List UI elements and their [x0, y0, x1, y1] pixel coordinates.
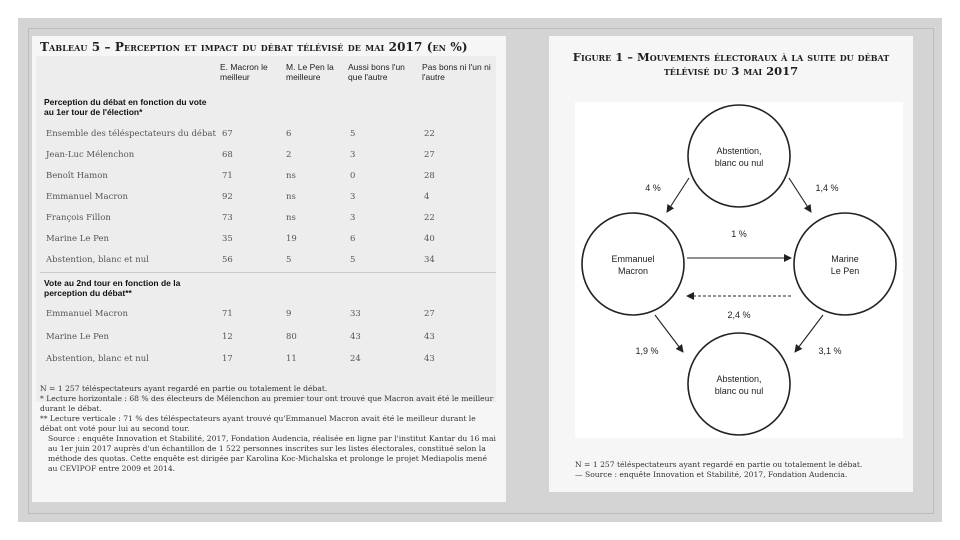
row-label: Jean-Luc Mélenchon: [46, 150, 135, 160]
figure-title: [549, 50, 913, 78]
table-row: [36, 309, 496, 321]
figure-panel: [549, 36, 913, 492]
cell: 4: [424, 192, 430, 202]
section1-title: Perception du débat en fonction du vote au 1er tour de l'élection*: [44, 97, 207, 117]
cell: 43: [424, 354, 435, 364]
cell: 73: [222, 213, 233, 223]
cell: 92: [222, 192, 233, 202]
cell: 2: [286, 150, 292, 160]
cell: 3: [350, 150, 356, 160]
row-label: François Fillon: [46, 213, 111, 223]
cell: ns: [286, 213, 296, 223]
arrow-top-to-left: [667, 178, 689, 212]
col-header-neither: Pas bons ni l'un ni l'autre: [422, 62, 491, 82]
cell: 56: [222, 255, 233, 265]
figure-notes: [575, 460, 905, 480]
figure-note-n: N = 1 257 téléspectateurs ayant regardé en partie ou totalement le débat.: [575, 460, 863, 469]
table-row: [36, 354, 496, 366]
cell: 68: [222, 150, 233, 160]
node-top-circle: [688, 105, 790, 207]
cell: 3: [350, 213, 356, 223]
cell: 12: [222, 332, 233, 342]
row-label: Marine Le Pen: [46, 332, 109, 342]
note-vertical: ** Lecture verticale : 71 % des téléspectateurs ayant trouvé qu'Emmanuel Macron avait été le meilleur durant le débat ont voté pour lui au second tour.: [40, 414, 476, 433]
row-label: Ensemble des téléspectateurs du débat: [46, 129, 216, 139]
cell: 6: [350, 234, 356, 244]
cell: 27: [424, 150, 435, 160]
node-right-circle: [794, 213, 896, 315]
node-top-line2: blanc ou nul: [714, 158, 764, 168]
cell: 67: [222, 129, 233, 139]
cell: 43: [424, 332, 435, 342]
cell: 71: [222, 309, 233, 319]
cell: 22: [424, 213, 435, 223]
row-label: Abstention, blanc et nul: [46, 255, 149, 265]
figure-title-line2: télévisé du 3 mai 2017: [663, 64, 799, 78]
cell: 34: [424, 255, 435, 265]
node-left-line1: Emmanuel: [611, 254, 655, 264]
note-source: Source : enquête Innovation et Stabilité, 2017, Fondation Audencia, réalisée en ligne par l'institut Kantar du 16 mai au 1er juin 2017 auprès d'un échantillon de 1 522 personnes inscrites sur les listes électorales, constitué selon la méthode des quotas. Cette enquête est dirigée par Karolina Koc-Michalska et prolonge le projet Mediapolis mené au CEVIPOF entre 2009 et 2014.: [48, 434, 496, 473]
table-notes: [40, 384, 498, 474]
row-label: Emmanuel Macron: [46, 309, 128, 319]
cell: 19: [286, 234, 297, 244]
node-bottom-circle: [688, 333, 790, 435]
flow-right-to-bottom: 3,1 %: [818, 346, 842, 356]
row-label: Emmanuel Macron: [46, 192, 128, 202]
col-header-macron: E. Macron le meilleur: [220, 62, 268, 82]
arrow-top-to-right: [789, 178, 811, 212]
section-divider: [40, 272, 496, 273]
col-header-both-good: Aussi bons l'un que l'autre: [348, 62, 405, 82]
flow-left-to-right: 1 %: [731, 229, 747, 239]
table-row: [36, 332, 496, 344]
note-horizontal: * Lecture horizontale : 68 % des électeurs de Mélenchon au premier tour ont trouvé que Macron avait été le meilleur durant le débat.: [40, 394, 494, 413]
cell: 5: [350, 129, 356, 139]
cell: 9: [286, 309, 292, 319]
flow-right-to-left: 2,4 %: [727, 310, 751, 320]
node-left-circle: [582, 213, 684, 315]
table-row: [36, 171, 496, 183]
col-header-lepen: M. Le Pen la meilleure: [286, 62, 334, 82]
table-row: [36, 129, 496, 141]
cell: 28: [424, 171, 435, 181]
table-title: Tableau 5 – Perception et impact du débat télévisé de mai 2017 (en %): [40, 40, 468, 54]
flow-top-to-left: 4 %: [645, 183, 661, 193]
table-row: [36, 213, 496, 225]
cell: ns: [286, 171, 296, 181]
node-top-line1: Abstention,: [716, 146, 762, 156]
cell: 40: [424, 234, 435, 244]
figure-note-source: — Source : enquête Innovation et Stabilité, 2017, Fondation Audencia.: [575, 470, 848, 479]
node-bottom-line1: Abstention,: [716, 374, 762, 384]
cell: 0: [350, 171, 356, 181]
cell: 27: [424, 309, 435, 319]
cell: ns: [286, 192, 296, 202]
row-label: Marine Le Pen: [46, 234, 109, 244]
table-row: [36, 192, 496, 204]
cell: 22: [424, 129, 435, 139]
cell: 35: [222, 234, 233, 244]
row-label: Benoît Hamon: [46, 171, 108, 181]
figure-title-line1: Figure 1 – Mouvements électoraux à la suite du débat: [572, 50, 890, 64]
flow-left-to-bottom: 1,9 %: [635, 346, 659, 356]
cell: 5: [350, 255, 356, 265]
note-n: N = 1 257 téléspectateurs ayant regardé en partie ou totalement le débat.: [40, 384, 328, 393]
section2-title: Vote au 2nd tour en fonction de la perception du débat**: [44, 278, 181, 298]
cell: 33: [350, 309, 361, 319]
table-row: [36, 150, 496, 162]
row-label: Abstention, blanc et nul: [46, 354, 149, 364]
cell: 71: [222, 171, 233, 181]
cell: 3: [350, 192, 356, 202]
flow-top-to-right: 1,4 %: [815, 183, 839, 193]
node-right-line1: Marine: [831, 254, 859, 264]
flow-diagram-svg: [575, 102, 903, 438]
cell: 24: [350, 354, 361, 364]
node-right-line2: Le Pen: [830, 266, 860, 276]
cell: 17: [222, 354, 233, 364]
table-row: [36, 234, 496, 246]
cell: 11: [286, 354, 297, 364]
arrow-left-to-bottom: [655, 315, 683, 352]
cell: 80: [286, 332, 297, 342]
table-row: [36, 255, 496, 267]
node-bottom-line2: blanc ou nul: [714, 386, 764, 396]
cell: 5: [286, 255, 292, 265]
table-panel: [32, 36, 506, 502]
flow-diagram: [575, 102, 903, 438]
node-left-line2: Macron: [617, 266, 649, 276]
data-table: [36, 56, 496, 402]
cell: 43: [350, 332, 361, 342]
cell: 6: [286, 129, 292, 139]
